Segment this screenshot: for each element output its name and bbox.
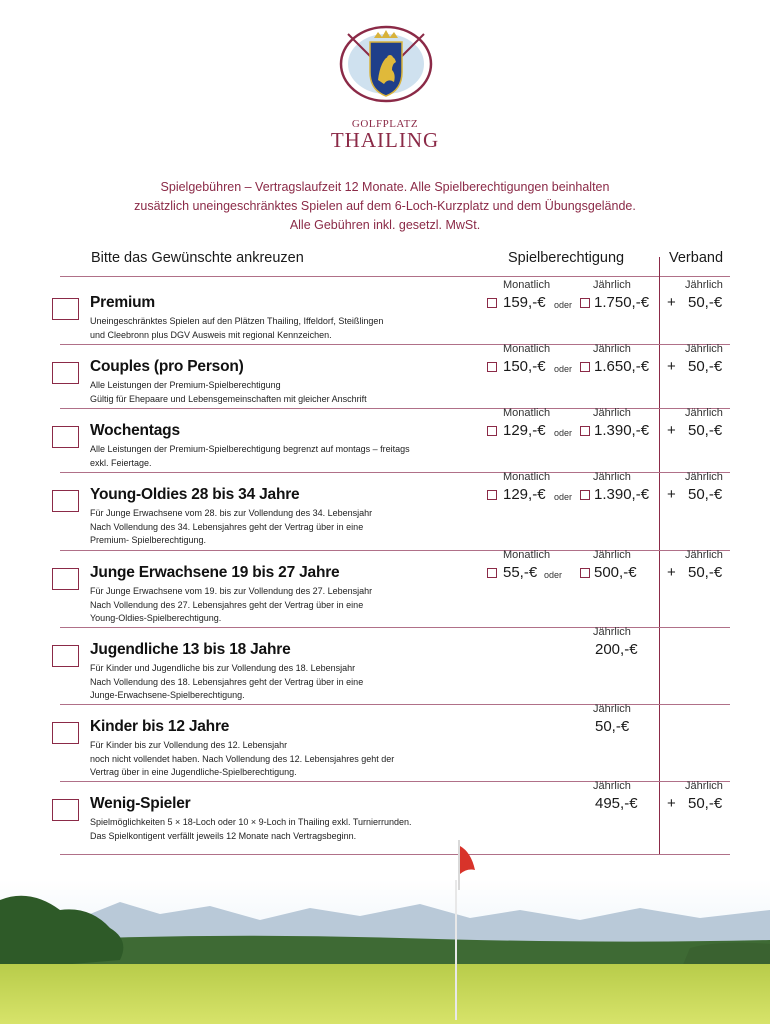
monthly-price: 150,-€ xyxy=(503,358,546,375)
yearly-price: 1.390,-€ xyxy=(594,422,650,439)
membership-description xyxy=(90,443,410,470)
membership-description xyxy=(90,507,372,548)
description-line: Alle Leistungen der Premium-Spielberechtigung xyxy=(90,380,281,390)
description-line: Vertrag über in eine Jugendliche-Spielberechtigung. xyxy=(90,767,297,777)
description-line: Für Junge Erwachsene vom 28. bis zur Vollendung des 34. Lebensjahr xyxy=(90,508,373,518)
yearly-price: 50,-€ xyxy=(595,718,630,735)
header-spielberechtigung: Spielberechtigung xyxy=(508,250,625,266)
yearly-price: 500,-€ xyxy=(594,564,637,581)
membership-select-checkbox[interactable] xyxy=(52,722,79,744)
plus-sign: + xyxy=(667,358,676,375)
verband-yearly-label: Jährlich xyxy=(685,407,723,419)
header-divider xyxy=(60,276,730,277)
description-line: Young-Oldies-Spielberechtigung. xyxy=(90,613,222,623)
description-line: exkl. Feiertage. xyxy=(90,457,152,468)
oder-label: oder xyxy=(554,492,573,502)
yearly-label: Jährlich xyxy=(593,471,631,483)
table-bottom-divider xyxy=(60,854,730,855)
membership-select-checkbox[interactable] xyxy=(52,799,79,821)
description-line: Nach Vollendung des 34. Lebensjahres geht der Vertrag über in eine xyxy=(90,521,364,532)
membership-description xyxy=(90,739,394,780)
description-line: Premium- Spielberechtigung. xyxy=(90,535,207,545)
oder-label: oder xyxy=(554,364,573,374)
membership-select-checkbox[interactable] xyxy=(52,645,79,667)
brand-subtitle: GOLFPLATZ xyxy=(351,118,419,130)
intro-line: zusätzlich uneingeschränktes Spielen auf dem 6-Loch-Kurzplatz und dem Übungsgelände. xyxy=(134,199,636,213)
plus-sign: + xyxy=(667,294,676,311)
monthly-label: Monatlich xyxy=(503,471,551,483)
membership-title: Premium xyxy=(90,294,155,311)
verband-yearly-label: Jährlich xyxy=(685,549,723,561)
verband-yearly-label: Jährlich xyxy=(685,279,723,291)
membership-title: Kinder bis 12 Jahre xyxy=(90,718,230,735)
plus-sign: + xyxy=(667,486,676,503)
description-line: Gültig für Ehepaare und Lebensgemeinschaften mit gleicher Anschrift xyxy=(90,393,367,404)
verband-yearly-label: Jährlich xyxy=(685,343,723,355)
membership-title: Young-Oldies 28 bis 34 Jahre xyxy=(90,486,300,503)
yearly-price: 495,-€ xyxy=(595,795,638,812)
yearly-price: 1.750,-€ xyxy=(594,294,650,311)
description-line: Spielmöglichkeiten 5 × 18-Loch oder 10 × 9-Loch in Thailing exkl. Turnierrunden. xyxy=(90,817,412,827)
membership-select-checkbox[interactable] xyxy=(52,362,79,384)
header-verband: Verband xyxy=(669,250,724,266)
verband-fee: 50,-€ xyxy=(688,358,723,375)
description-line: und Cleebronn plus DGV Ausweis mit regional Kennzeichen. xyxy=(90,329,332,340)
verband-fee: 50,-€ xyxy=(688,422,723,439)
description-line: Junge-Erwachsene-Spielberechtigung. xyxy=(90,690,245,700)
monthly-option-checkbox[interactable] xyxy=(487,426,497,436)
membership-select-checkbox[interactable] xyxy=(52,426,79,448)
yearly-option-checkbox[interactable] xyxy=(580,568,590,578)
intro-text xyxy=(0,178,770,235)
oder-label: oder xyxy=(554,300,573,310)
yearly-option-checkbox[interactable] xyxy=(580,362,590,372)
yearly-label: Jährlich xyxy=(593,626,631,638)
monthly-price: 129,-€ xyxy=(503,486,546,503)
yearly-label: Jährlich xyxy=(593,279,631,291)
monthly-label: Monatlich xyxy=(503,279,551,291)
membership-title: Wenig-Spieler xyxy=(90,795,191,812)
golfplatz-thailing-crest-logo xyxy=(338,24,434,104)
description-line: Alle Leistungen der Premium-Spielberechtigung begrenzt auf montags – freitags xyxy=(90,444,410,454)
yearly-label: Jährlich xyxy=(593,343,631,355)
membership-title: Jugendliche 13 bis 18 Jahre xyxy=(90,641,291,658)
intro-line: Spielgebühren – Vertragslaufzeit 12 Monate. Alle Spielberechtigungen beinhalten xyxy=(160,180,610,194)
oder-label: oder xyxy=(554,428,573,438)
oder-label: oder xyxy=(544,570,563,580)
verband-fee: 50,-€ xyxy=(688,486,723,503)
description-line: noch nicht vollendet haben. Nach Vollendung des 12. Lebensjahres geht der xyxy=(90,753,395,764)
plus-sign: + xyxy=(667,564,676,581)
monthly-option-checkbox[interactable] xyxy=(487,298,497,308)
column-divider xyxy=(659,257,660,854)
membership-title: Couples (pro Person) xyxy=(90,358,244,375)
membership-description xyxy=(90,315,383,342)
yearly-price: 1.650,-€ xyxy=(594,358,650,375)
red-flag-icon xyxy=(455,840,479,890)
description-line: Nach Vollendung des 27. Lebensjahres geht der Vertrag über in eine xyxy=(90,599,364,610)
yearly-label: Jährlich xyxy=(593,549,631,561)
plus-sign: + xyxy=(667,795,676,812)
yearly-option-checkbox[interactable] xyxy=(580,490,590,500)
membership-select-checkbox[interactable] xyxy=(52,298,79,320)
membership-description xyxy=(90,816,412,843)
monthly-option-checkbox[interactable] xyxy=(487,568,497,578)
brand-title: THAILING xyxy=(330,128,440,152)
yearly-option-checkbox[interactable] xyxy=(580,426,590,436)
yearly-price: 200,-€ xyxy=(595,641,638,658)
membership-select-checkbox[interactable] xyxy=(52,568,79,590)
monthly-price: 129,-€ xyxy=(503,422,546,439)
monthly-price: 55,-€ xyxy=(503,564,538,581)
verband-yearly-label: Jährlich xyxy=(685,471,723,483)
yearly-price: 1.390,-€ xyxy=(594,486,650,503)
description-line: Für Kinder und Jugendliche bis zur Vollendung des 18. Lebensjahr xyxy=(90,663,356,673)
monthly-label: Monatlich xyxy=(503,407,551,419)
description-line: Für Junge Erwachsene vom 19. bis zur Vollendung des 27. Lebensjahr xyxy=(90,586,373,596)
membership-description xyxy=(90,379,367,406)
membership-description xyxy=(90,662,363,703)
description-line: Nach Vollendung des 18. Lebensjahres geht der Vertrag über in eine xyxy=(90,676,364,687)
membership-description xyxy=(90,585,372,626)
intro-line: Alle Gebühren inkl. gesetzl. MwSt. xyxy=(289,218,481,232)
header-select-instruction: Bitte das Gewünschte ankreuzen xyxy=(91,250,304,266)
description-line: Uneingeschränktes Spielen auf den Plätzen Thailing, Iffeldorf, Steißlingen xyxy=(90,316,384,326)
monthly-label: Monatlich xyxy=(503,343,551,355)
yearly-label: Jährlich xyxy=(593,407,631,419)
verband-fee: 50,-€ xyxy=(688,294,723,311)
description-line: Das Spielkontigent verfällt jeweils 12 Monate nach Vertragsbeginn. xyxy=(90,830,357,841)
plus-sign: + xyxy=(667,422,676,439)
monthly-option-checkbox[interactable] xyxy=(487,490,497,500)
verband-fee: 50,-€ xyxy=(688,564,723,581)
monthly-label: Monatlich xyxy=(503,549,551,561)
description-line: Für Kinder bis zur Vollendung des 12. Lebensjahr xyxy=(90,740,288,750)
membership-title: Wochentags xyxy=(90,422,180,439)
membership-select-checkbox[interactable] xyxy=(52,490,79,512)
verband-fee: 50,-€ xyxy=(688,795,723,812)
verband-yearly-label: Jährlich xyxy=(685,780,723,792)
golf-course-landscape-image xyxy=(0,880,770,1024)
monthly-option-checkbox[interactable] xyxy=(487,362,497,372)
yearly-label: Jährlich xyxy=(593,703,631,715)
membership-title: Junge Erwachsene 19 bis 27 Jahre xyxy=(90,564,340,581)
yearly-option-checkbox[interactable] xyxy=(580,298,590,308)
monthly-price: 159,-€ xyxy=(503,294,546,311)
yearly-label: Jährlich xyxy=(593,780,631,792)
